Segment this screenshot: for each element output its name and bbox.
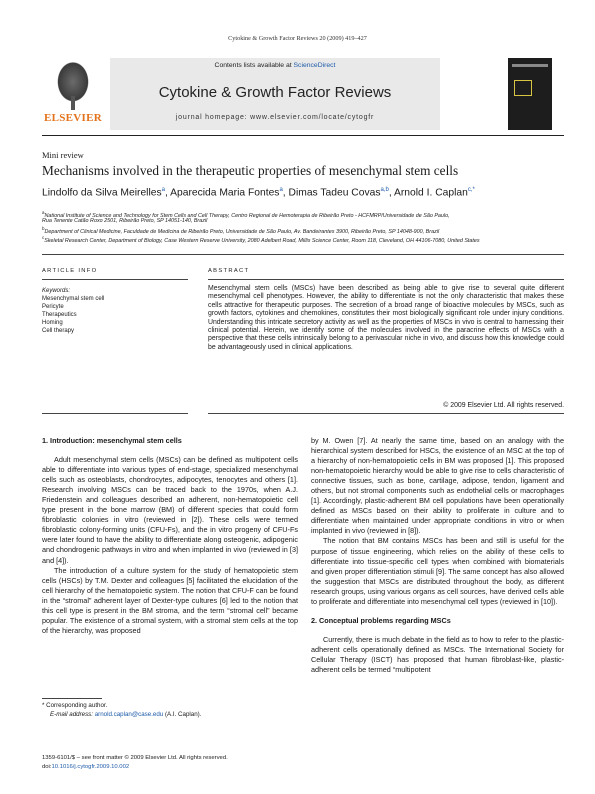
doi-link[interactable]: 10.1016/j.cytogfr.2009.10.002 xyxy=(51,763,130,770)
journal-citation: Cytokine & Growth Factor Reviews 20 (2009) 419–427 xyxy=(228,35,367,42)
front-matter: 1359-6101/$ – see front matter © 2009 Elsevier Ltd. All rights reserved. doi:10.1016/j.cytogfr.2009.10.002 xyxy=(42,755,228,770)
affiliation: $^c$Skeletal Research Center, Department of Biology, Case Western Reserve University, 2080 Adelbert Road, Millis Science Center, Room 118, Cleveland, OH 44106-7080, United States xyxy=(42,235,480,244)
article-type: Mini review xyxy=(42,150,84,160)
keywords-label: Keywords: xyxy=(42,288,71,294)
section-heading: 1. Introduction: mesenchymal stem cells xyxy=(42,436,182,445)
email-link[interactable]: arnold.caplan@case.edu xyxy=(94,710,164,718)
author-list: Lindolfo da Silva Meirelles$^a$, Aparecida Maria Fontes$^a$, Dimas Tadeu Covas$^{a,b}$, Arnold I. Caplan$^{c,*}$ xyxy=(42,187,475,199)
affiliation: $^a$National Institute of Science and Technology for Stem Cells and Cell Therapy, Centro Regional de Hemoterapia de Ribeirão Preto - HCFMRP/Universidade de São Paulo, xyxy=(42,210,450,219)
body-paragraph: Adult mesenchymal stem cells (MSCs) can be defined as multipotent cells able to differentiate into various types of end-stage, specialized mesenchymal cells such as osteoblasts, chondrocytes, adipocytes, tenocytes and others [1]. Research involving MSCs can be traced back to the 1970s, when A.J. Friedenstein and colleagues described an adherent, non-hematopoietic cell type present in the bone marrow (BM) of different species that could form fibroblastic colonies in vitro (reviewed in [2]). These cells were termed fibroblastic colony-forming units (CFU-Fs), and the in vitro progeny of CFU-Fs were later found to have the ability to differentiate along osteogenic, adipogenic and chondrogenic pathways in vitro and when implanted in vivo (reviewed in [3] and [4]). xyxy=(42,455,298,565)
article-title: Mechanisms involved in the therapeutic properties of mesenchymal stem cells xyxy=(42,163,459,178)
publisher-name: ELSEVIER xyxy=(43,112,103,124)
copyright-notice: © 2009 Elsevier Ltd. All rights reserved. xyxy=(443,402,564,409)
keyword[interactable]: Homing xyxy=(42,320,63,326)
keyword[interactable]: Cell therapy xyxy=(42,328,75,334)
journal-title: Cytokine & Growth Factor Reviews xyxy=(158,84,392,101)
abstract-rule xyxy=(208,279,564,280)
header-divider xyxy=(42,135,564,136)
article-info-rule xyxy=(42,279,188,280)
author-name[interactable]: Arnold I. Caplan xyxy=(393,187,468,199)
footnote: * Corresponding author. E-mail address: arnold.caplan@case.edu (A.I. Caplan). xyxy=(42,702,298,719)
journal-header xyxy=(110,58,440,130)
abstract-heading: ABSTRACT xyxy=(208,268,250,274)
contents-line: Contents lists available at ScienceDirect xyxy=(214,62,336,69)
sciencedirect-link[interactable]: ScienceDirect xyxy=(293,62,336,69)
body-column-right xyxy=(311,436,564,675)
journal-homepage[interactable]: journal homepage: www.elsevier.com/locate/cytogfr xyxy=(175,114,375,121)
affiliation: Rua Tenente Catão Roxo 2501, Ribeirão Preto, SP 14051-140, Brazil xyxy=(42,218,208,224)
author-name[interactable]: Dimas Tadeu Covas xyxy=(288,187,381,199)
section-heading: 2. Conceptual problems regarding MSCs xyxy=(311,615,451,625)
abstract-text: Mesenchymal stem cells (MSCs) have been described as being able to give rise to several quite different mesenchymal cell phenotypes. However, the ability to differentiate is not the only characteristic that makes these cells attractive for therapeutic purposes. The secretion of a broad range of bioactive molecules by MSCs, such as growth factors, cytokines and chemokines, constitutes their most biologically significant role under injury conditions. Understanding this intricate secretory activity as well as the properties of MSCs in vivo is central to harnessing their clinical potential. Herein, we identify some of the molecules involved in the paracrine effects of MSCs with a perspective that these cells intrinsically belong to a perivascular niche in vivo, and discuss how this knowledge could be advantageously used in clinical applications. xyxy=(208,285,564,351)
keyword[interactable]: Mesenchymal stem cell xyxy=(42,296,105,302)
affiliation: $^b$Department of Clinical Medicine, Faculdade de Medicina de Ribeirão Preto, Universidade de São Paulo, Av. Bandeirantes 3900, Ribeirão Preto, SP 14048-900, Brazil xyxy=(42,226,440,235)
body-paragraph: Currently, there is much debate in the field as to how to refer to the plastic-adherent cells operationally defined as MSCs. The International Society for Cellular Therapy (ISCT) has proposed that human fibroblast-like, plastic-adherent cells be termed “multipotent xyxy=(311,634,564,674)
footnote-rule xyxy=(42,698,102,699)
body-paragraph: The notion that BM contains MSCs has been and still is useful for the purpose of tissue engineering, which relies on the ability of these cells to differentiate into tissue-specific cell types when combined with biomaterials and given proper differentiation stimuli [9]. The same concept has also allowed the suggestion that MSCs are distributed throughout the body, as different research groups, using various organs as cell sources, have derived cells able to proliferate and differentiate into mesenchymal cell types (reviewed in [10]). xyxy=(311,536,564,606)
keyword[interactable]: Therapeutics xyxy=(42,312,77,318)
journal-cover-thumbnail xyxy=(508,58,552,130)
author-name[interactable]: Lindolfo da Silva Meirelles xyxy=(42,187,162,199)
body-column-left xyxy=(42,436,298,636)
affiliation-divider xyxy=(42,254,564,255)
elsevier-logo xyxy=(42,58,104,130)
body-paragraph: The introduction of a culture system for the study of hematopoietic stem cells (HSCs) by T.M. Dexter and colleagues [5] facilitated the elucidation of the cell hierarchy of the hematopoietic system. The notion that CFU-F can be found in the “stromal” adherent layer of Dexter-type cultures [6] led to the notion that this cell type is present in the BM stroma, and the term “stromal cell” became popular. The existence of a stromal system, with a stromal stem cells at the top of the hierarchy, was proposed xyxy=(42,565,298,635)
body-paragraph: by M. Owen [7]. At nearly the same time, based on an analogy with the hierarchical system described for HSCs, the existence of an MSC at the top of a hierarchy of non-hematopoietic cells in BM was proposed [1]. This proposed non-hematopoietic hierarchy would be able to give rise to cells characteristic of connective tissues, such as bone, cartilage, adipose, tendon, ligament and others, but not stromal components such as endothelial cells or macrophages [1]. Accordingly, plastic-adherent BM cell populations have been operationally defined as MSCs based on their ability to proliferate in culture and to differentiate when maintained under appropriate conditions in vitro or when implanted in vivo (reviewed in [8]). xyxy=(311,436,564,536)
article-info-bottom-rule xyxy=(42,413,188,414)
keyword[interactable]: Pericyte xyxy=(42,304,64,310)
author-name[interactable]: Aparecida Maria Fontes xyxy=(170,187,280,199)
abstract-bottom-rule xyxy=(208,413,564,414)
issn-line: 1359-6101/$ – see front matter © 2009 Elsevier Ltd. All rights reserved. xyxy=(42,755,228,761)
corresponding-author: * Corresponding author. xyxy=(42,702,108,709)
article-info-heading: ARTICLE INFO xyxy=(42,268,98,274)
